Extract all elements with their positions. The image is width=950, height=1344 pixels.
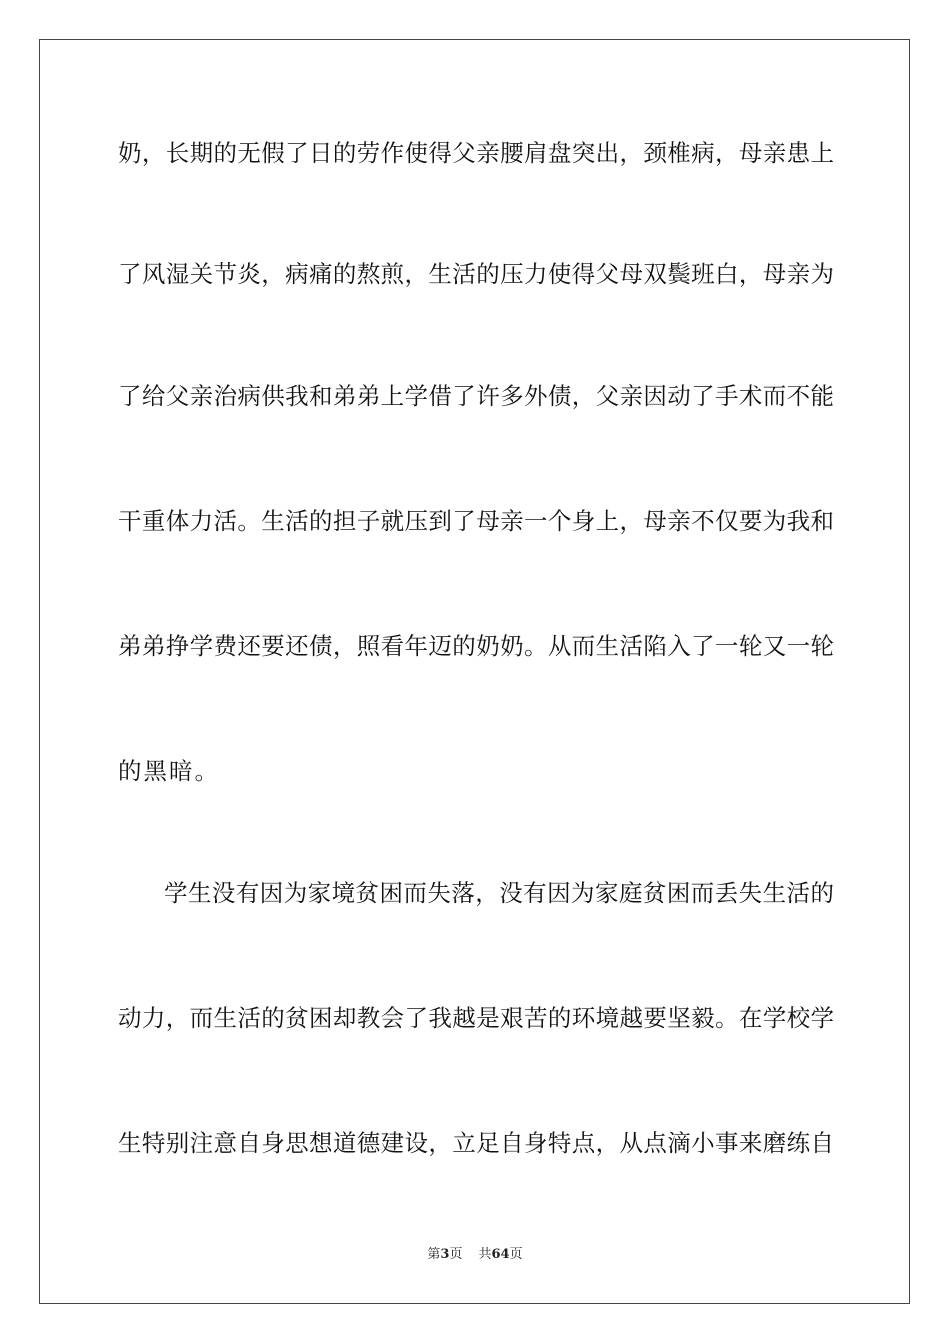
body-line-1: 奶，长期的无假了日的劳作使得父亲腰肩盘突出，颈椎病，母亲患上 xyxy=(118,139,834,167)
body-line-4: 干重体力活。生活的担子就压到了母亲一个身上，母亲不仅要为我和 xyxy=(118,507,834,535)
body-line-6: 的黑暗。 xyxy=(118,757,220,785)
footer-total-prefix: 共 xyxy=(478,1247,492,1262)
footer-page-suffix: 页 xyxy=(449,1247,463,1262)
footer-total-pages: 64 xyxy=(491,1247,510,1262)
page-border xyxy=(39,39,910,1304)
body-line-5: 弟弟挣学费还要还债，照看年迈的奶奶。从而生活陷入了一轮又一轮 xyxy=(118,632,834,660)
body-line-3: 了给父亲治病供我和弟弟上学借了许多外债，父亲因动了手术而不能 xyxy=(118,382,834,410)
footer-total-suffix: 页 xyxy=(509,1247,523,1262)
body-line-8: 动力，而生活的贫困却教会了我越是艰苦的环境越要坚毅。在学校学 xyxy=(118,1004,834,1032)
body-line-9: 生特别注意自身思想道德建设，立足自身特点，从点滴小事来磨练自 xyxy=(118,1129,834,1157)
body-line-2: 了风湿关节炎，病痛的熬煎，生活的压力使得父母双鬓班白，母亲为 xyxy=(118,260,834,288)
footer-page-number: 3 xyxy=(440,1247,450,1262)
footer-page-prefix: 第 xyxy=(427,1247,441,1262)
page-footer xyxy=(0,1247,950,1263)
body-line-7-paragraph-start: 学生没有因为家境贫困而失落，没有因为家庭贫困而丢失生活的 xyxy=(164,879,834,907)
